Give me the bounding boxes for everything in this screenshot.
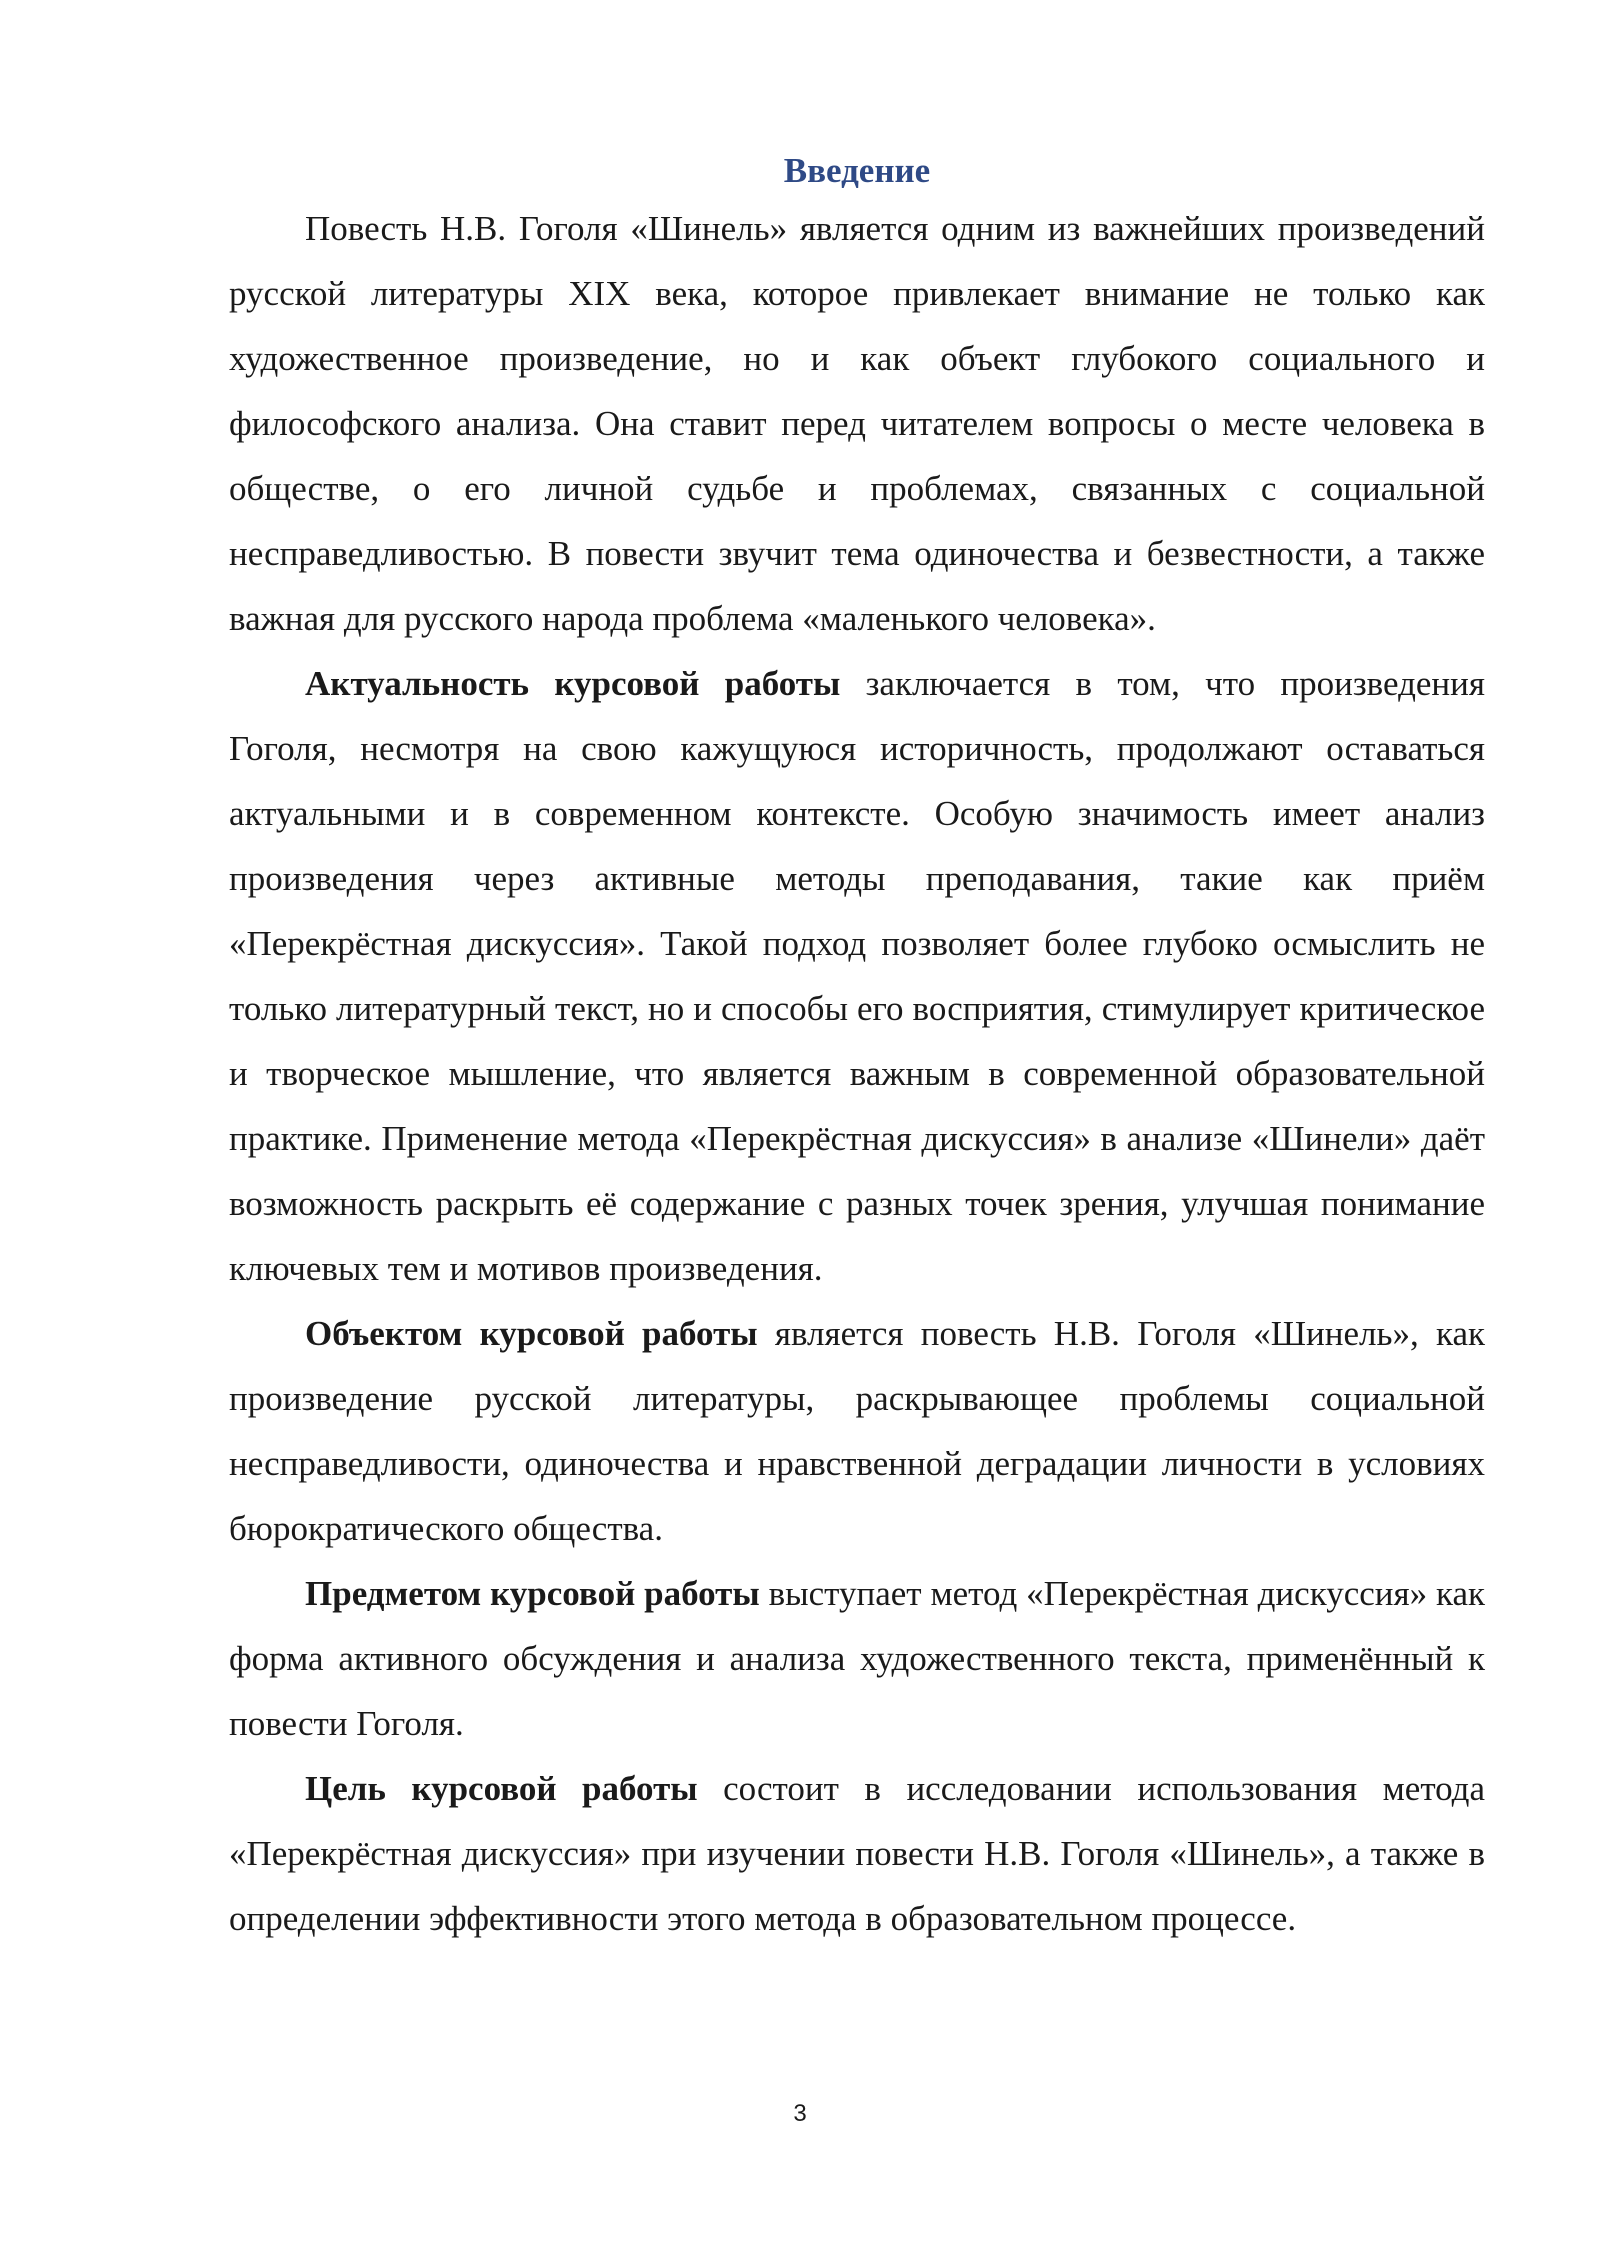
paragraph-lead: Предметом курсовой работы: [305, 1574, 760, 1613]
paragraph-lead: Объектом курсовой работы: [305, 1314, 758, 1353]
page-number: 3: [793, 2100, 807, 2127]
paragraph-text: выступает метод «Перекрёстная дискуссия» как форма активного обсуждения и анализа художественного текста, применённый к повести Гоголя.: [229, 1574, 1485, 1743]
paragraph-text: состоит в исследовании использования метода «Перекрёстная дискуссия» при изучении повести Н.В. Гоголя «Шинель», а также в определении эффективности этого метода в образовательном процессе.: [229, 1769, 1485, 1938]
paragraph-lead: Актуальность курсовой работы: [305, 664, 841, 703]
paragraph-intro: [229, 196, 1485, 651]
paragraph-lead: Цель курсовой работы: [305, 1769, 698, 1808]
paragraph-relevance: [229, 651, 1485, 1301]
paragraph-goal: [229, 1756, 1485, 1951]
document-body: [229, 148, 1485, 1951]
paragraph-text: является повесть Н.В. Гоголя «Шинель», как произведение русской литературы, раскрывающее проблемы социальной несправедливости, одиночества и нравственной деградации личности в условиях бюрократического общества.: [229, 1314, 1485, 1548]
section-title: Введение: [783, 151, 931, 190]
paragraph-text: Повесть Н.В. Гоголя «Шинель» является одним из важнейших произведений русской литературы XIX века, которое привлекает внимание не только как художественное произведение, но и как объект глубокого социального и философского анализа. Она ставит перед читателем вопросы о месте человека в обществе, о его личной судьбе и проблемах, связанных с социальной несправедливостью. В повести звучит тема одиночества и безвестности, а также важная для русского народа проблема «маленького человека».: [229, 209, 1485, 638]
paragraph-text: заключается в том, что произведения Гоголя, несмотря на свою кажущуюся историчность, продолжают оставаться актуальными и в современном контексте. Особую значимость имеет анализ произведения через активные методы преподавания, такие как приём «Перекрёстная дискуссия». Такой подход позволяет более глубоко осмыслить не только литературный текст, но и способы его восприятия, стимулирует критическое и творческое мышление, что является важным в современной образовательной практике. Применение метода «Перекрёстная дискуссия» в анализе «Шинели» даёт возможность раскрыть её содержание с разных точек зрения, улучшая понимание ключевых тем и мотивов произведения.: [229, 664, 1485, 1288]
paragraph-subject: [229, 1561, 1485, 1756]
paragraph-object: [229, 1301, 1485, 1561]
